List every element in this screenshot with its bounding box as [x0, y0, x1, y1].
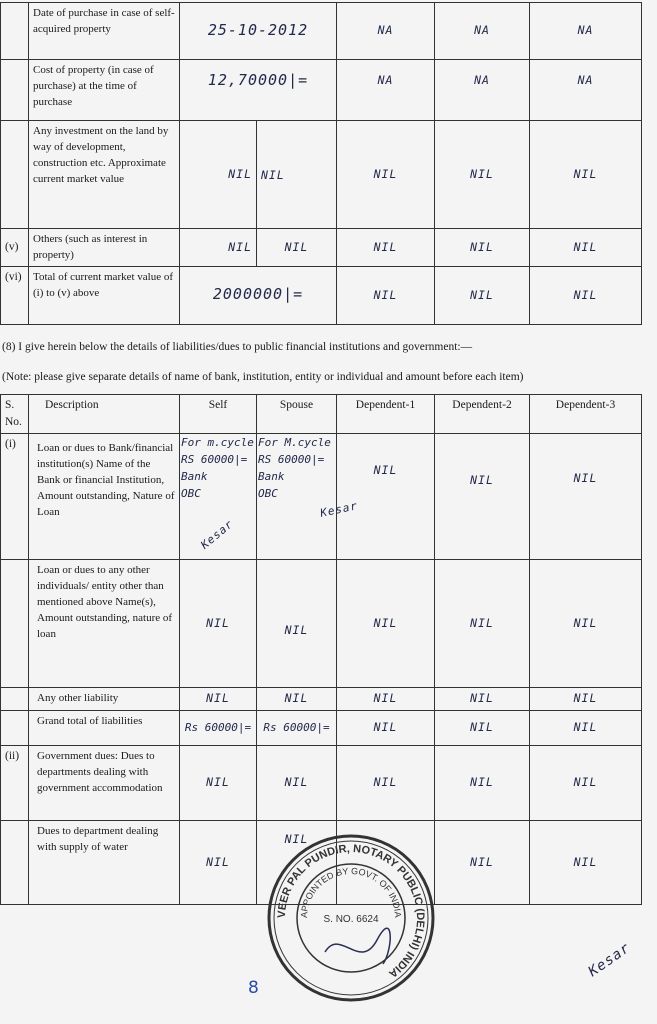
row-description: Total of current market value of (i) to (v) above: [29, 267, 180, 325]
dependent3-value: NA: [577, 23, 594, 37]
self-value: 25-10-2012: [207, 20, 309, 39]
self-value: NIL: [206, 775, 230, 789]
dependent2-value: NIL: [470, 287, 494, 302]
table-row: [1, 688, 642, 711]
dependent1-value: NIL: [373, 691, 398, 705]
dependent1-value: NIL: [373, 239, 398, 254]
property-table: [0, 2, 642, 325]
row-description: Date of purchase in case of self-acquired property: [29, 3, 180, 60]
row-number: [1, 688, 29, 711]
stamp-reg-number: S. NO. 6624: [323, 914, 379, 925]
dependent2-value: NA: [474, 23, 490, 37]
self-value: Rs 60000|=: [184, 721, 252, 734]
table-row: [1, 711, 642, 746]
row-number: [1, 560, 29, 688]
dependent1-value: NA: [377, 73, 394, 87]
table-row: [1, 560, 642, 688]
dependent1-value: NIL: [373, 615, 398, 630]
row-number: [1, 60, 29, 121]
svg-text:APPOINTED BY GOVT. OF INDIA: [299, 866, 403, 918]
spouse-value: Rs 60000|=: [263, 721, 330, 734]
self-value: NIL: [206, 691, 230, 705]
header-self: Self: [180, 395, 257, 434]
dependent2-value: NA: [474, 73, 490, 87]
spouse-value: NIL: [284, 239, 309, 254]
header-dependent-1: Dependent-1: [337, 395, 435, 434]
spouse-value: NIL: [284, 775, 309, 789]
table-row: [1, 60, 642, 121]
stamp-outer-text: VEER PAL PUNDIR, NOTARY PUBLIC (DELHI) INDIA: [275, 842, 427, 980]
self-value: NIL: [228, 239, 252, 254]
row-description: Loan or dues to any other individuals/ entity other than mentioned above Name(s), Amount outstanding, nature of loan: [29, 560, 180, 688]
header-spouse: Spouse: [257, 395, 337, 434]
section-8-heading: (8) I give herein below the details of liabilities/dues to public financial institutions and government:—: [2, 341, 473, 353]
signature: Kesar: [319, 499, 360, 520]
spouse-value: NIL: [284, 832, 309, 846]
row-number: [1, 3, 29, 60]
row-description: Any other liability: [29, 688, 180, 711]
dependent3-value: NA: [577, 73, 594, 87]
row-description: Cost of property (in case of purchase) at the time of purchase: [29, 60, 180, 121]
self-loan-purpose: For m.cycle: [181, 436, 254, 449]
table-row: [1, 267, 642, 325]
spouse-value: NIL: [284, 622, 309, 637]
header-sno: S. No.: [1, 395, 29, 434]
table-row: [1, 3, 642, 60]
signature: Kesar: [585, 939, 634, 981]
dependent3-value: NIL: [573, 854, 598, 869]
notary-seal-icon: [265, 832, 437, 1004]
self-value: NIL: [206, 854, 230, 869]
table-header-row: [1, 395, 642, 434]
row-number: [1, 821, 29, 905]
self-value: 2000000|=: [212, 285, 304, 303]
self-value: 12,70000|=: [207, 71, 309, 89]
section-8-note: (Note: please give separate details of name of bank, institution, entity or individual and amount before each item): [2, 371, 524, 383]
row-description: Others (such as interest in property): [29, 229, 180, 267]
row-number: (vi): [1, 267, 29, 325]
spouse-value: NIL: [261, 168, 285, 182]
self-value: NIL: [228, 166, 252, 181]
stamp-inner-text: APPOINTED BY GOVT. OF INDIA: [298, 865, 404, 919]
dependent2-value: NIL: [470, 239, 494, 254]
dependent2-value: NIL: [470, 720, 494, 734]
spouse-loan-type: Bank: [258, 470, 285, 483]
header-dependent-2: Dependent-2: [435, 395, 530, 434]
self-loan-amount: RS 60000|=: [181, 453, 248, 466]
dependent3-value: NIL: [573, 775, 598, 789]
dependent1-value: NIL: [373, 463, 398, 477]
liabilities-table: [0, 394, 642, 905]
dependent3-value: NIL: [573, 691, 598, 705]
spouse-loan-purpose: For M.cycle: [258, 436, 331, 449]
dependent2-value: NIL: [470, 615, 494, 630]
row-description: Government dues: Dues to departments dealing with government accommodation: [29, 746, 180, 821]
dependent3-value: NIL: [573, 720, 598, 734]
dependent2-value: NIL: [470, 691, 494, 705]
table-row: [1, 121, 642, 229]
dependent2-value: NIL: [470, 166, 494, 181]
dependent1-value: NIL: [373, 775, 398, 789]
spouse-bank-name: OBC: [258, 487, 278, 500]
row-number: (i): [1, 434, 29, 560]
row-description: Grand total of liabilities: [29, 711, 180, 746]
dependent1-value: NIL: [373, 166, 398, 181]
table-row: [1, 229, 642, 267]
dependent3-value: NIL: [573, 471, 598, 485]
self-bank-name: OBC: [181, 487, 201, 500]
row-number: (ii): [1, 746, 29, 821]
row-number: [1, 121, 29, 229]
row-number: (v): [1, 229, 29, 267]
page-number: 8: [248, 978, 259, 998]
header-description: Description: [29, 395, 180, 434]
spouse-value: NIL: [284, 691, 309, 705]
table-row: [1, 746, 642, 821]
row-number: [1, 711, 29, 746]
spouse-loan-amount: RS 60000|=: [258, 453, 325, 466]
self-loan-type: Bank: [181, 470, 208, 483]
dependent1-value: NIL: [373, 720, 398, 734]
row-description: Dues to department dealing with supply of water: [29, 821, 180, 905]
self-value: NIL: [206, 615, 230, 630]
row-description: Any investment on the land by way of development, construction etc. Approximate current market value: [29, 121, 180, 229]
dependent3-value: NIL: [573, 166, 598, 181]
dependent3-value: NIL: [573, 239, 598, 254]
row-description: Loan or dues to Bank/financial institution(s) Name of the Bank or financial Institution, Amount outstanding, Nature of Loan: [29, 434, 180, 560]
dependent3-value: NIL: [573, 287, 598, 302]
dependent2-value: NIL: [470, 775, 494, 789]
dependent3-value: NIL: [573, 615, 598, 630]
dependent1-value: NA: [377, 23, 394, 37]
dependent2-value: NIL: [470, 854, 494, 869]
dependent2-value: NIL: [470, 473, 494, 487]
header-dependent-3: Dependent-3: [530, 395, 642, 434]
notary-stamp: [265, 832, 437, 1009]
dependent1-value: NIL: [373, 287, 398, 302]
signature: Kesar: [198, 517, 236, 552]
table-row: [1, 434, 642, 560]
